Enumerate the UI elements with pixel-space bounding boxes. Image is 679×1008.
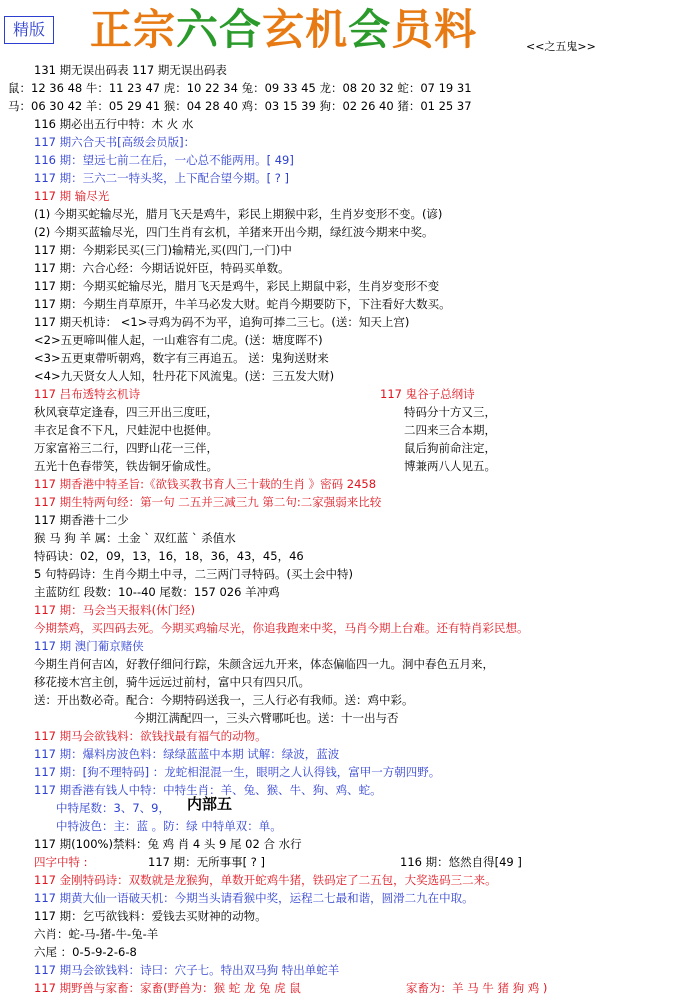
text-line: 117 期(100%)禁料：兔 鸡 肖 4 头 9 尾 02 合 水行 (34, 837, 302, 851)
title-char: 会 (348, 5, 392, 54)
text-line: 六肖：蛇-马-猪-牛-兔-羊 (34, 927, 159, 941)
text-line: 117 期：乞丐欲钱料：爱钱去买财神的动物。 (34, 909, 267, 923)
text-line: 117 期香港有钱人中特：中特生肖：羊、兔、猴、牛、狗、鸡、蛇。 (34, 783, 382, 797)
title-char: 合 (219, 5, 263, 54)
title-char: 玄 (262, 5, 306, 54)
number-row: 马：06 30 42 羊：05 29 41 猴：04 28 40 鸡：03 15 39 狗：02 26 40 猪：01 25 37 (8, 99, 472, 113)
text-line: 117 期马会欲钱料：诗曰：穴子七。特出双马狗 特出单蛇羊 (34, 963, 340, 977)
poem-line: 万家富裕三二行，四野山花一三伴， (34, 441, 218, 455)
title-char: 正 (90, 5, 134, 54)
text-line: 今期江满配四一，三头六臂哪吒也。送：十一出与否 (134, 711, 399, 725)
text-line: 117 期：爆料房波色料：绿绿蓝蓝中本期 试解：绿波，蓝波 (34, 747, 340, 761)
section-heading: 117 期 澳门葡京赌侠 (34, 639, 144, 653)
poem-line: 鼠后狗前命注定， (404, 441, 496, 455)
section-heading: 117 吕布透特玄机诗 (34, 387, 141, 401)
text-line: 117 期黄大仙一语破天机：今期当头请看猴中奖，运程二七最和谐，圆滑二九在中取。 (34, 891, 474, 905)
title-char: 六 (176, 5, 220, 54)
text-line: 117 期香港十二少 (34, 513, 129, 527)
text-line: 四字中特 : (34, 855, 88, 869)
text-line: 六尾 ：0-5-9-2-6-8 (34, 945, 137, 959)
title-char: 员 (391, 5, 435, 54)
poem-line: 二四来三合本期， (404, 423, 496, 437)
subtitle-tag: <<之五鬼>> (526, 40, 596, 53)
text-line: 117 期：今期买蛇输尽光，腊月飞天是鸡牛，彩民上期鼠中彩，生肖岁变形不变 (34, 279, 440, 293)
section-heading: 117 鬼谷子总纲诗 (380, 387, 475, 401)
text-line: 家畜为：羊 马 牛 猪 狗 鸡 ) (406, 981, 548, 995)
text-line: 117 期：三六二一特头奖，上下配合望今期。[ ? ] (34, 171, 289, 185)
text-line: 117 期：今期彩民买(三门)输精光,买(四门,一门)中 (34, 243, 292, 257)
text-line: 今期禁鸡，买四码去死。今期买鸡输尽光，你追我跑来中奖，马肖今期上台难。还有特肖彩民想。 (34, 621, 529, 635)
inner-label: 内部五 (187, 795, 233, 813)
text-line: 移花接木宫主创，骑牛远远过前村，富中只有四只爪。 (34, 675, 310, 689)
text-line: 117 金刚特码诗：双数就是龙猴狗，单数开蛇鸡牛猪，铁码定了二五包，大奖选码三二来。 (34, 873, 497, 887)
title-char: 料 (434, 5, 478, 54)
text-line: 117 期马会欲钱料：欲钱找最有福气的动物。 (34, 729, 267, 743)
text-line: 猴 马 狗 羊 属：土金 ` 双红蓝 ` 杀值水 (34, 531, 236, 545)
title-char: 机 (305, 5, 349, 54)
poem-line: 丰衣足食不下凡，尺蛙泥中也挺伸。 (34, 423, 218, 437)
poem-line: 五光十色春带笑，铁齿铜牙偷成性。 (34, 459, 218, 473)
poem-line: 特码分十方又三， (404, 405, 496, 419)
section-heading: 117 期六合天书[高级会员版]： (34, 135, 196, 149)
text-line: 116 期：望远七前二在后，一心总不能两用。[ 49] (34, 153, 294, 167)
text-line: 中特波色：主：蓝 。防：绿 中特单双：单。 (56, 819, 282, 833)
text-line: 送：开出数必奇。配合：今期特码送我一，三人行必有我师。送：鸡中彩。 (34, 693, 414, 707)
text-line: 117 期香港中特圣旨:《欲钱买教书育人三十载的生肖 》密码 2458 (34, 477, 377, 491)
text-line: <2>五更啼叫催人起，一山难容有二虎。(送：塘度晖不) (34, 333, 323, 347)
text-line: 117 期：今期生肖草原开，牛羊马必发大财。蛇肖今期要防下，下注看好大数买。 (34, 297, 451, 311)
text-line: 5 句特码诗：生肖今期土中寻，二三两门寻特码。(买土会中特) (34, 567, 353, 581)
text-line: 117 期：无所事事[ ? ] (148, 855, 265, 869)
poem-line: 秋风衰草定逢春，四三开出三度旺， (34, 405, 218, 419)
text-line: 117 期野兽与家畜：家畜(野兽为：猴 蛇 龙 兔 虎 鼠 (34, 981, 301, 995)
text-line: 117 期：[狗不理特码] ：龙蛇相混混一生，眼明之人认得钱，富甲一方朝四野。 (34, 765, 441, 779)
text-line: 中特尾数：3、7、9， (56, 801, 170, 815)
text-line: 116 期：悠然自得[49 ] (400, 855, 522, 869)
section-heading: 117 期 输尽光 (34, 189, 110, 203)
text-line: 117 期：六合心经：今期话说奸臣，特码买单数。 (34, 261, 290, 275)
text-line: <4>九天贤女人人知，牡丹花下风流鬼。(送：三五发大财) (34, 369, 335, 383)
badge-label: 精版 (4, 16, 54, 44)
text-line: 117 期天机诗： <1>寻鸡为码不为平，追狗可捧二三七。(送：知天上宫) (34, 315, 410, 329)
text-line: 特码诀：02，09，13，16，18，36，43，45，46 (34, 549, 304, 563)
section-heading: 117 期：马会当天报料(休门经) (34, 603, 196, 617)
page-title (90, 4, 477, 56)
number-row: 鼠：12 36 48 牛：11 23 47 虎：10 22 34 兔：09 33 45 龙：08 20 32 蛇：07 19 31 (8, 81, 472, 95)
text-line: (2) 今期买蓝输尽光，四门生肖有玄机，羊猪来开出今期，绿红波今期来中奖。 (34, 225, 434, 239)
text-line: (1) 今期买蛇输尽光，腊月飞天是鸡牛，彩民上期猴中彩，生肖岁变形不变。(谚) (34, 207, 443, 221)
poem-line: 博兼两八人见五。 (404, 459, 496, 473)
text-line: 主蓝防红 段数：10--40 尾数：157 026 羊冲鸡 (34, 585, 280, 599)
text-line: <3>五更東帶听朝鸡，数字有三再追五。 送：鬼狗送财来 (34, 351, 329, 365)
text-line: 116 期必出五行中特：木 火 水 (34, 117, 194, 131)
text-line: 117 期生特两句经：第一句 二五并三减三九 第二句:二家强弱来比较 (34, 495, 382, 509)
table-title: 131 期无误出码表 117 期无误出码表 (34, 63, 227, 77)
title-char: 宗 (133, 5, 177, 54)
text-line: 今期生肖何吉凶，好教仔细问行踪，朱颜含远九开来，体态偏临四一九。洞中春色五月来， (34, 657, 494, 671)
